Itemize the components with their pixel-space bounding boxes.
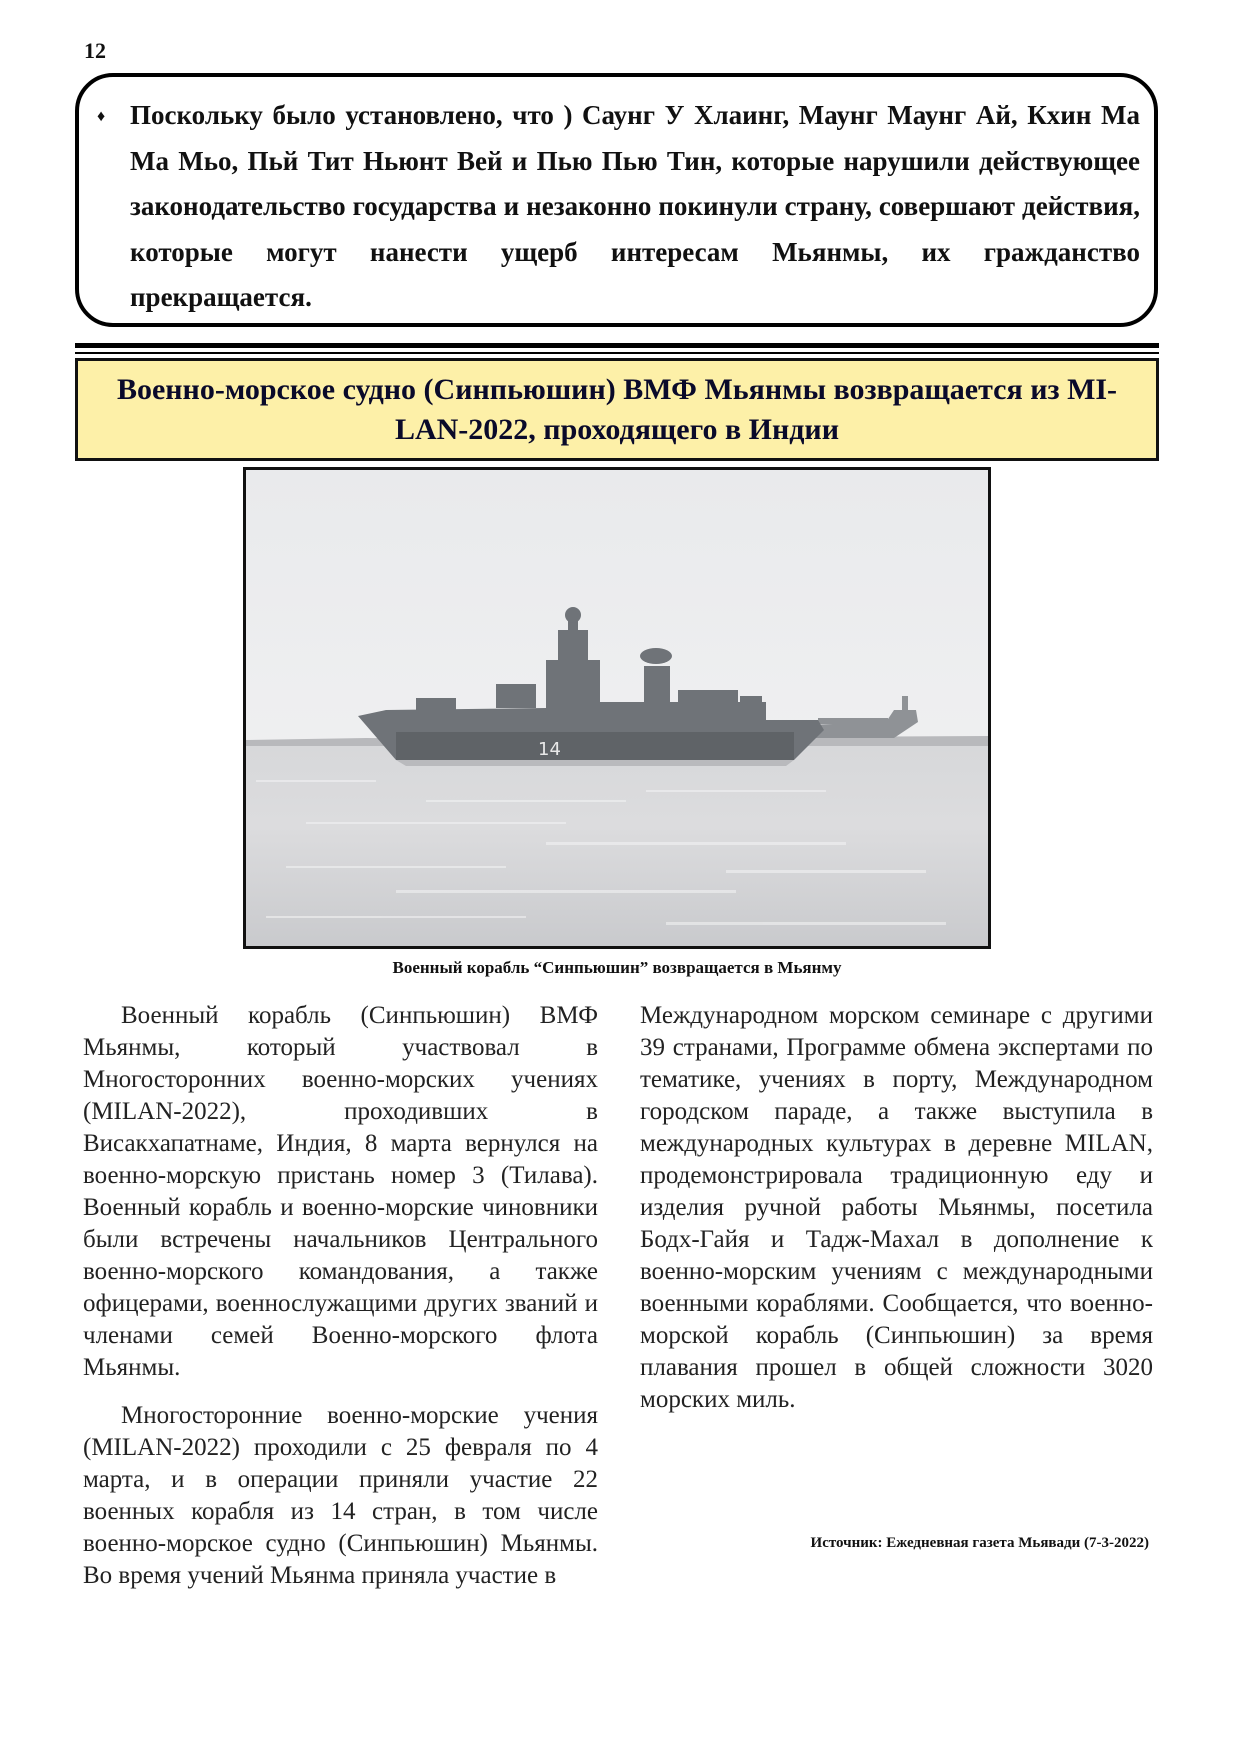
section-divider-thick	[75, 343, 1159, 348]
photo-caption: Военный корабль “Синпьюшин” возвращается в Мьянму	[392, 958, 842, 977]
notice-text: Поскольку было установлено, что ) Саунг У Хлаинг, Маунг Маунг Ай, Кхин Ма Ма Мьо, Пьй Тит Ньюнт Вей и Пью Пью Тин, которые нарушили действующее законодательство государства и незаконно покинули страну, совершают действия, которые могут нанести ущерб интересам Мьянмы, их гражданство прекращается.	[130, 100, 1140, 312]
hull-number: 14	[538, 739, 561, 760]
article-paragraph: Военный корабль (Синпьюшин) ВМФ Мьянмы, который участвовал в Многосторонних военно-морских учениях (MILAN-2022), проходивших в Висакхапатнаме, Индия, 8 марта вернулся на военно-морскую пристань номер 3 (Тилава). Военный корабль и военно-морские чиновники были встречены начальников Центрального военно-морского командования, а также офицерами, военнослужащими других званий и членами семей Военно-морского флота Мьянмы.	[83, 1002, 598, 1381]
bullet-icon: ♦	[97, 108, 106, 125]
article-headline: Военно-морское судно (Синпьюшин) ВМФ Мьянмы возвращается из MI-LAN-2022, проходящего в Индии	[116, 372, 1118, 446]
article-column-right	[640, 1000, 1153, 1416]
section-divider-thin	[75, 352, 1159, 354]
page-number: 12	[84, 38, 106, 63]
article-paragraph: Многосторонние военно-морские учения (MILAN-2022) проходили с 25 февраля по 4 марта, и в операции приняли участие 22 военных корабля из 14 стран, в том числе военно-морское судно (Синпьюшин) Мьянмы. Во время учений Мьянма приняла участие в	[83, 1402, 598, 1589]
warship-photo	[243, 467, 991, 949]
article-source: Источник: Ежедневная газета Мьявади (7-3-2022)	[810, 1535, 1149, 1551]
article-column-left	[83, 1000, 598, 1592]
article-paragraph: Международном морском семинаре с другими 39 странами, Программе обмена экспертами по тематике, учениях в порту, Международном городском параде, а также выступила в международных культурах в деревне MILAN, продемонстрировала традиционную еду и изделия ручной работы Мьянмы, посетила Бодх-Гайя и Тадж-Махал в дополнение к военно-морским учениям с международными военными кораблями. Сообщается, что военно-морской корабль (Синпьюшин) за время плавания прошел в общей сложности 3020 морских миль.	[640, 1002, 1153, 1413]
headline-banner	[75, 358, 1159, 461]
